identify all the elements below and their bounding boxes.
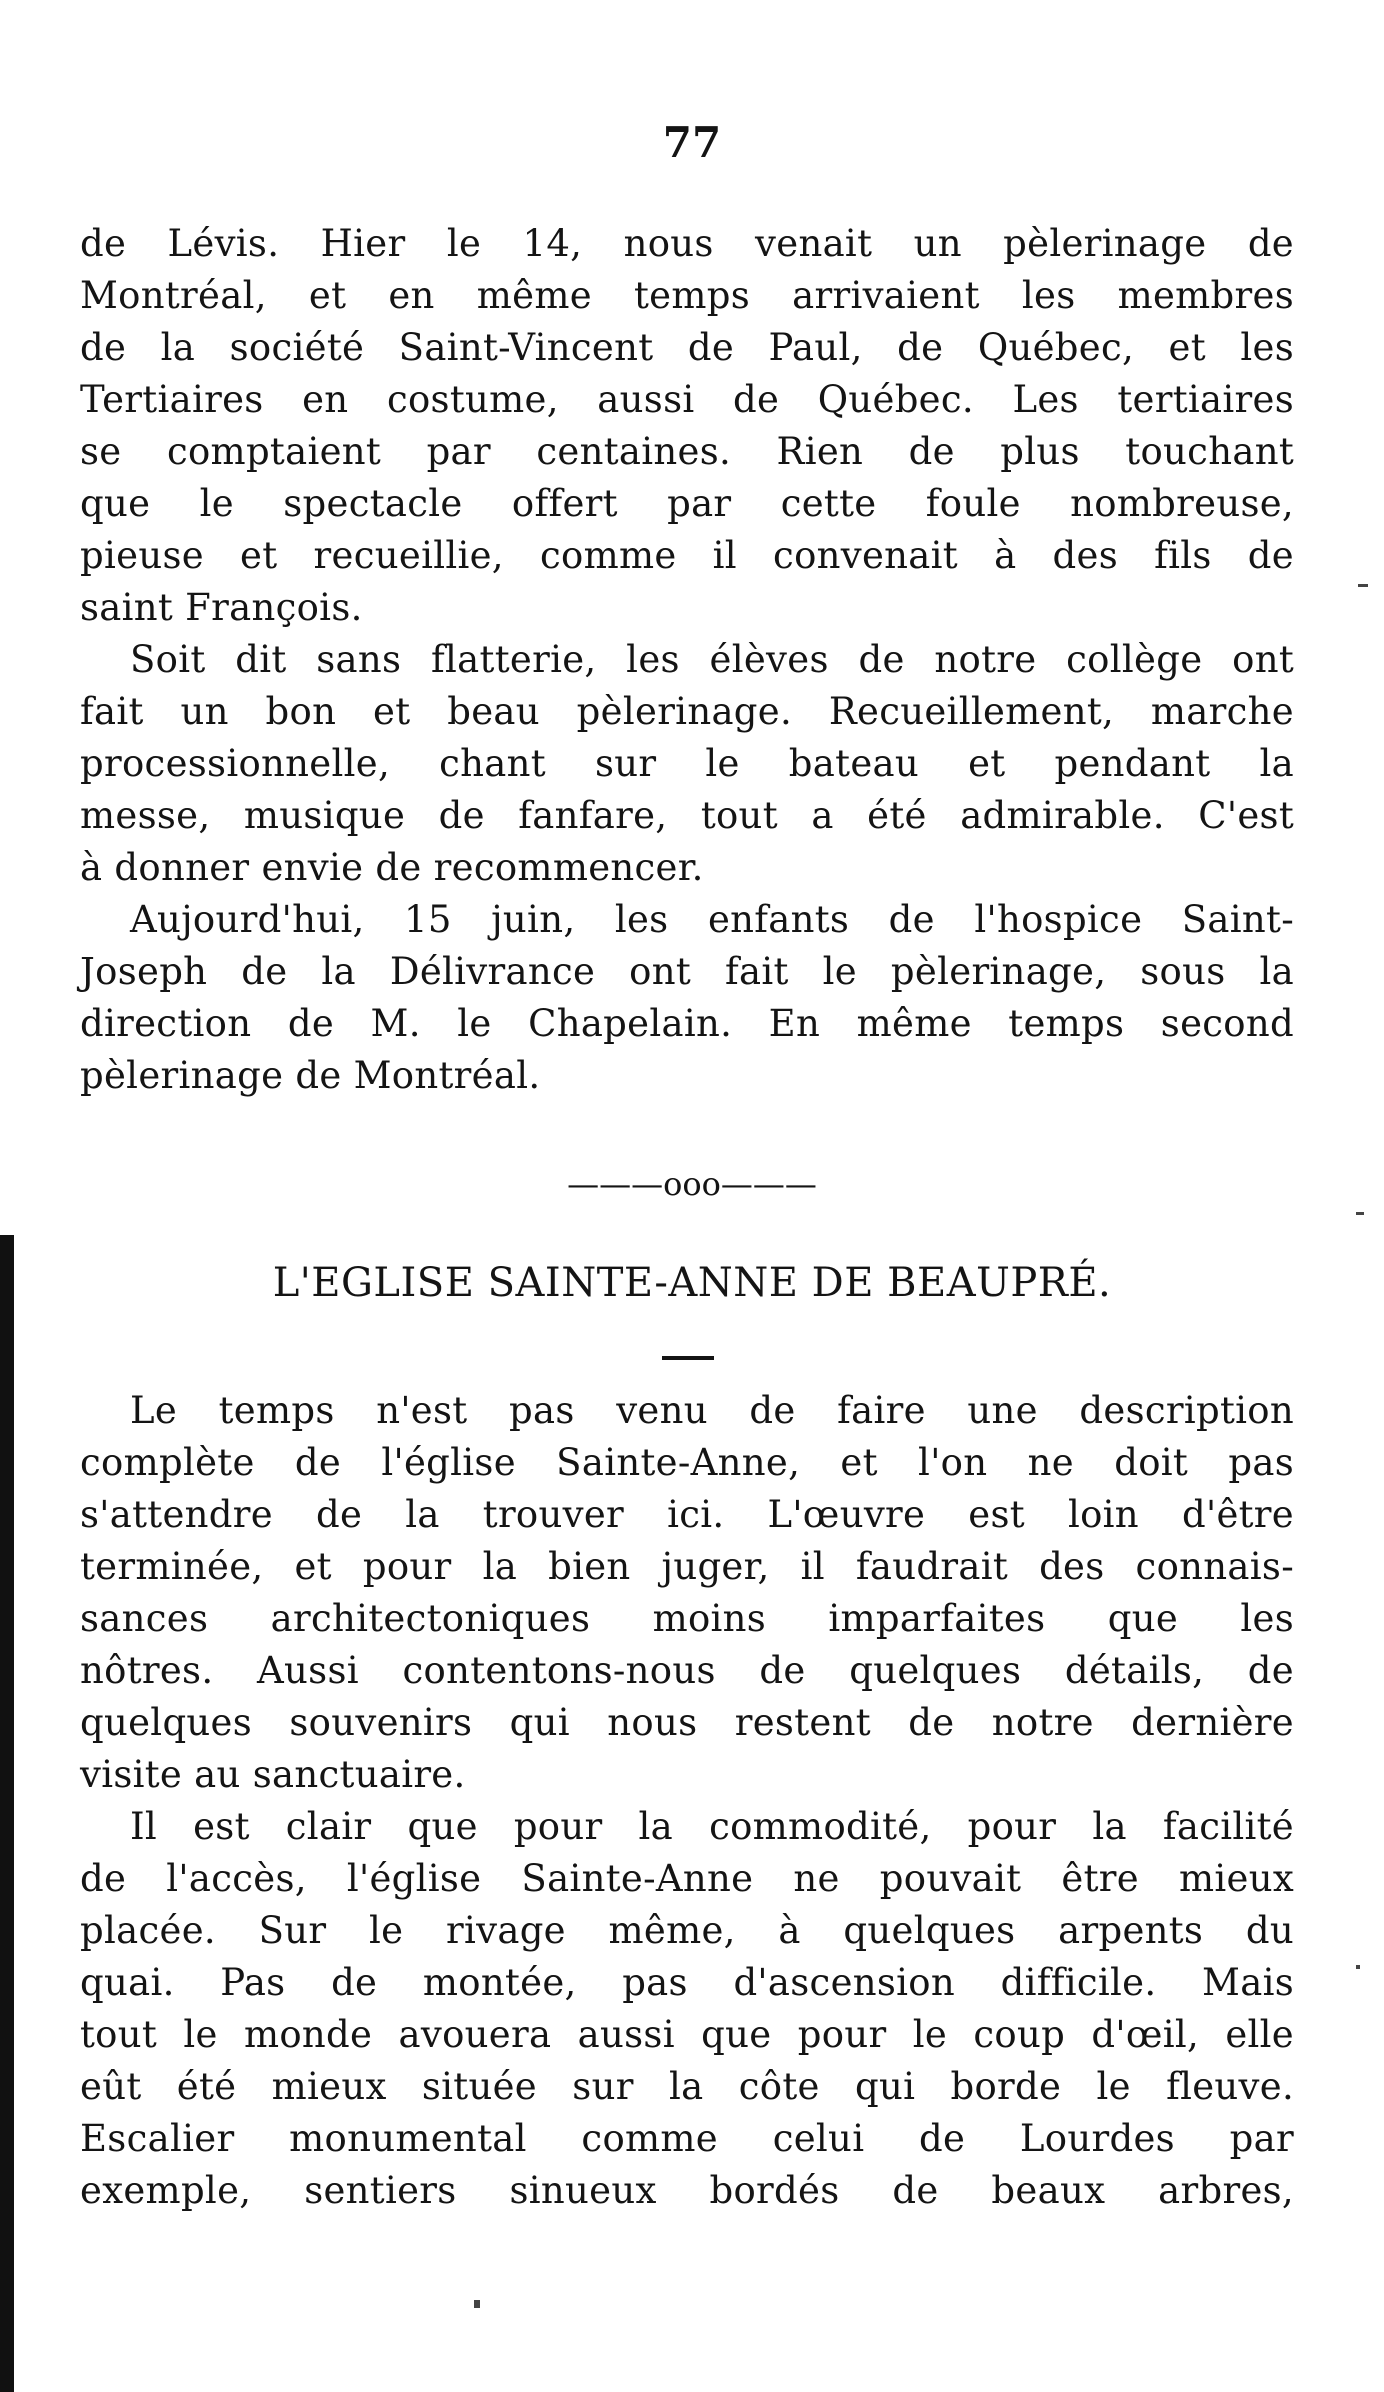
text-line: se comptaient par centaines. Rien de plus touchant: [80, 430, 1294, 473]
text-line: s'attendre de la trouver ici. L'œuvre est loin d'être: [80, 1493, 1294, 1536]
text-line: messe, musique de fanfare, tout a été admirable. C'est: [80, 794, 1294, 837]
section-heading: L'EGLISE SAINTE-ANNE DE BEAUPRÉ.: [272, 1260, 1112, 1306]
text-line: Soit dit sans flatterie, les élèves de notre collège ont: [130, 638, 1294, 681]
text-line: sances architectoniques moins imparfaites que les: [80, 1597, 1294, 1640]
text-line: nôtres. Aussi contentons-nous de quelques détails, de: [80, 1649, 1294, 1692]
page-binding-edge: [0, 1235, 14, 2392]
text-line: Joseph de la Délivrance ont fait le pèlerinage, sous la: [80, 950, 1294, 993]
ink-speck: [474, 2300, 480, 2308]
text-line: complète de l'église Sainte-Anne, et l'on ne doit pas: [80, 1441, 1294, 1484]
text-line: terminée, et pour la bien juger, il faudrait des connais-: [80, 1545, 1294, 1588]
text-line: Tertiaires en costume, aussi de Québec. Les tertiaires: [80, 378, 1294, 421]
page-number: 77: [662, 118, 722, 167]
text-line: fait un bon et beau pèlerinage. Recueillement, marche: [80, 690, 1294, 733]
text-line: que le spectacle offert par cette foule nombreuse,: [80, 482, 1294, 525]
text-line: Il est clair que pour la commodité, pour la facilité: [130, 1805, 1294, 1848]
text-line: processionnelle, chant sur le bateau et pendant la: [80, 742, 1294, 785]
text-line: de la société Saint-Vincent de Paul, de Québec, et les: [80, 326, 1294, 369]
heading-rule: [662, 1356, 714, 1360]
text-block-bottom: [80, 1385, 1294, 2217]
text-line: pèlerinage de Montréal.: [80, 1054, 541, 1097]
text-line: quelques souvenirs qui nous restent de notre dernière: [80, 1701, 1294, 1744]
ink-speck: [1358, 584, 1368, 587]
text-line: Le temps n'est pas venu de faire une description: [130, 1389, 1294, 1432]
text-line: quai. Pas de montée, pas d'ascension difficile. Mais: [80, 1961, 1294, 2004]
text-line: placée. Sur le rivage même, à quelques arpents du: [80, 1909, 1294, 1952]
text-line: direction de M. le Chapelain. En même temps second: [80, 1002, 1294, 1045]
section-separator: ———ooo———: [567, 1165, 817, 1203]
text-line: exemple, sentiers sinueux bordés de beaux arbres,: [80, 2169, 1294, 2212]
text-line: visite au sanctuaire.: [80, 1753, 466, 1796]
ink-speck: [1356, 1212, 1364, 1215]
text-line: de Lévis. Hier le 14, nous venait un pèlerinage de: [80, 222, 1294, 265]
text-line: Escalier monumental comme celui de Lourdes par: [80, 2117, 1294, 2160]
text-line: Aujourd'hui, 15 juin, les enfants de l'hospice Saint-: [130, 898, 1294, 941]
text-line: saint François.: [80, 586, 363, 629]
text-line: de l'accès, l'église Sainte-Anne ne pouvait être mieux: [80, 1857, 1294, 1900]
text-line: Montréal, et en même temps arrivaient les membres: [80, 274, 1294, 317]
text-line: tout le monde avouera aussi que pour le coup d'œil, elle: [80, 2013, 1294, 2056]
text-block-top: [80, 218, 1294, 1102]
ink-speck: [1356, 1965, 1360, 1969]
text-line: eût été mieux située sur la côte qui borde le fleuve.: [80, 2065, 1294, 2108]
text-line: pieuse et recueillie, comme il convenait à des fils de: [80, 534, 1294, 577]
text-line: à donner envie de recommencer.: [80, 846, 704, 889]
